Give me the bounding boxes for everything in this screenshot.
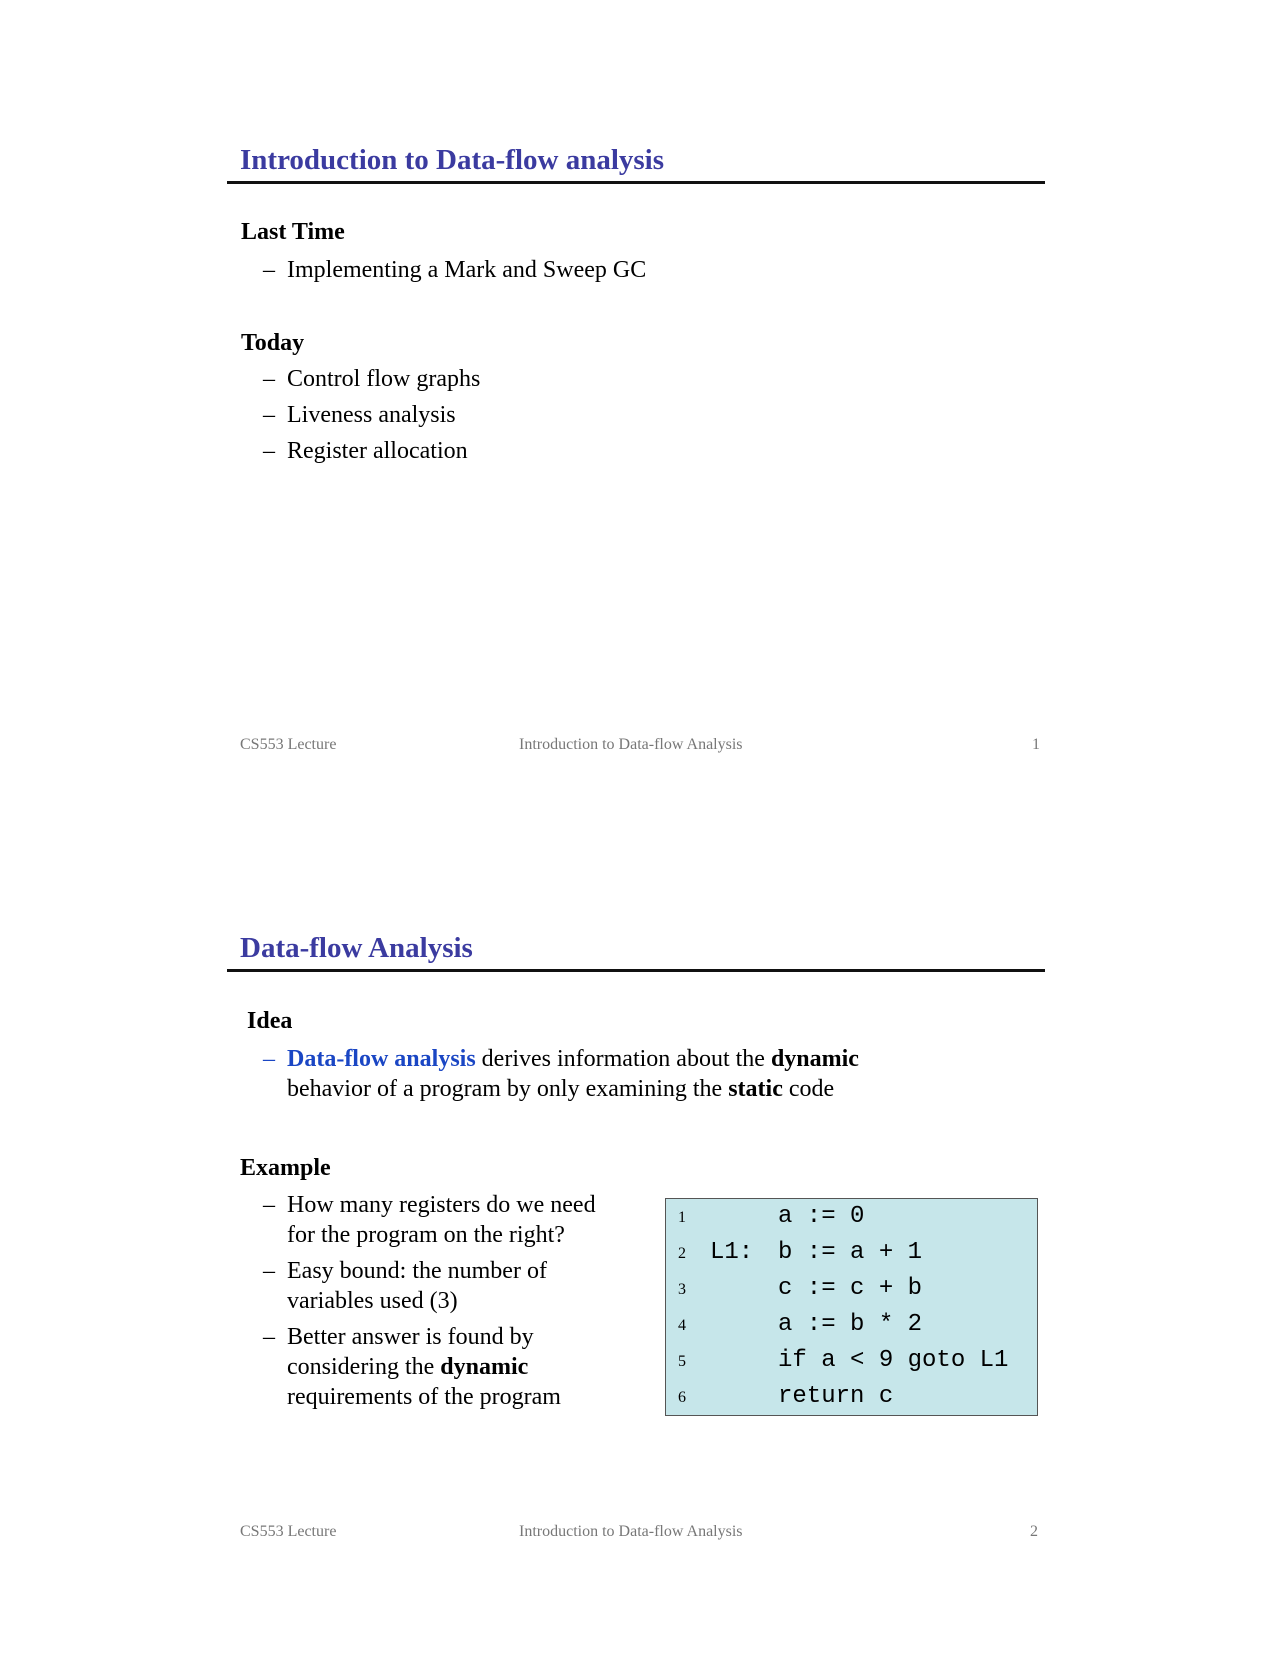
slide-title: Introduction to Data-flow analysis xyxy=(240,144,665,176)
slide-title: Data-flow Analysis xyxy=(240,932,473,964)
code-line xyxy=(666,1271,1037,1307)
code-statement: if a < 9 goto L1 xyxy=(778,1347,1009,1374)
section-heading-idea: Idea xyxy=(247,1008,293,1034)
code-line xyxy=(666,1343,1037,1379)
code-line xyxy=(666,1235,1037,1271)
code-statement: return c xyxy=(778,1383,894,1410)
list-item: – Liveness analysis xyxy=(263,402,456,428)
footer-title: Introduction to Data-flow Analysis xyxy=(519,1523,743,1540)
code-statement: b := a + 1 xyxy=(778,1239,923,1266)
line-number: 4 xyxy=(678,1317,686,1334)
code-line xyxy=(666,1199,1037,1235)
footer-course: CS553 Lecture xyxy=(240,736,337,753)
list-item: – Control flow graphs xyxy=(263,366,481,392)
list-item: – Implementing a Mark and Sweep GC xyxy=(263,257,647,283)
list-item: – Data-flow analysis derives information about the dynamic behavior of a program by only examining the static code xyxy=(263,1046,859,1102)
page-number: 1 xyxy=(1032,736,1040,753)
section-heading-example: Example xyxy=(240,1155,331,1181)
list-item: – How many registers do we need for the program on the right? xyxy=(263,1192,596,1248)
code-line xyxy=(666,1307,1037,1343)
last-time-list xyxy=(241,255,646,285)
line-number: 6 xyxy=(678,1389,686,1406)
line-number: 1 xyxy=(678,1209,686,1226)
title-rule xyxy=(227,181,1045,184)
highlighted-term: Data-flow analysis xyxy=(287,1046,476,1072)
line-number: 2 xyxy=(678,1245,686,1262)
list-item: – Register allocation xyxy=(263,438,468,464)
list-item: – Easy bound: the number of variables used (3) xyxy=(263,1258,547,1314)
section-heading-today: Today xyxy=(241,330,305,356)
section-heading-last-time: Last Time xyxy=(241,219,345,245)
code-statement: c := c + b xyxy=(778,1275,923,1302)
title-rule xyxy=(227,969,1045,972)
today-list xyxy=(241,364,480,466)
code-statement: a := 0 xyxy=(778,1203,865,1230)
footer-title: Introduction to Data-flow Analysis xyxy=(519,736,743,753)
footer-course: CS553 Lecture xyxy=(240,1523,337,1540)
example-list xyxy=(241,1190,596,1412)
idea-list xyxy=(241,1044,859,1104)
code-line xyxy=(666,1379,1037,1415)
slide-2 xyxy=(0,786,1280,1656)
list-item: – Better answer is found by considering the dynamic requirements of the program xyxy=(263,1324,561,1410)
line-number: 3 xyxy=(678,1281,686,1298)
code-statement: a := b * 2 xyxy=(778,1311,923,1338)
line-number: 5 xyxy=(678,1353,686,1370)
page-number: 2 xyxy=(1030,1523,1038,1540)
code-listing xyxy=(665,1198,1038,1416)
code-label: L1: xyxy=(710,1239,754,1266)
